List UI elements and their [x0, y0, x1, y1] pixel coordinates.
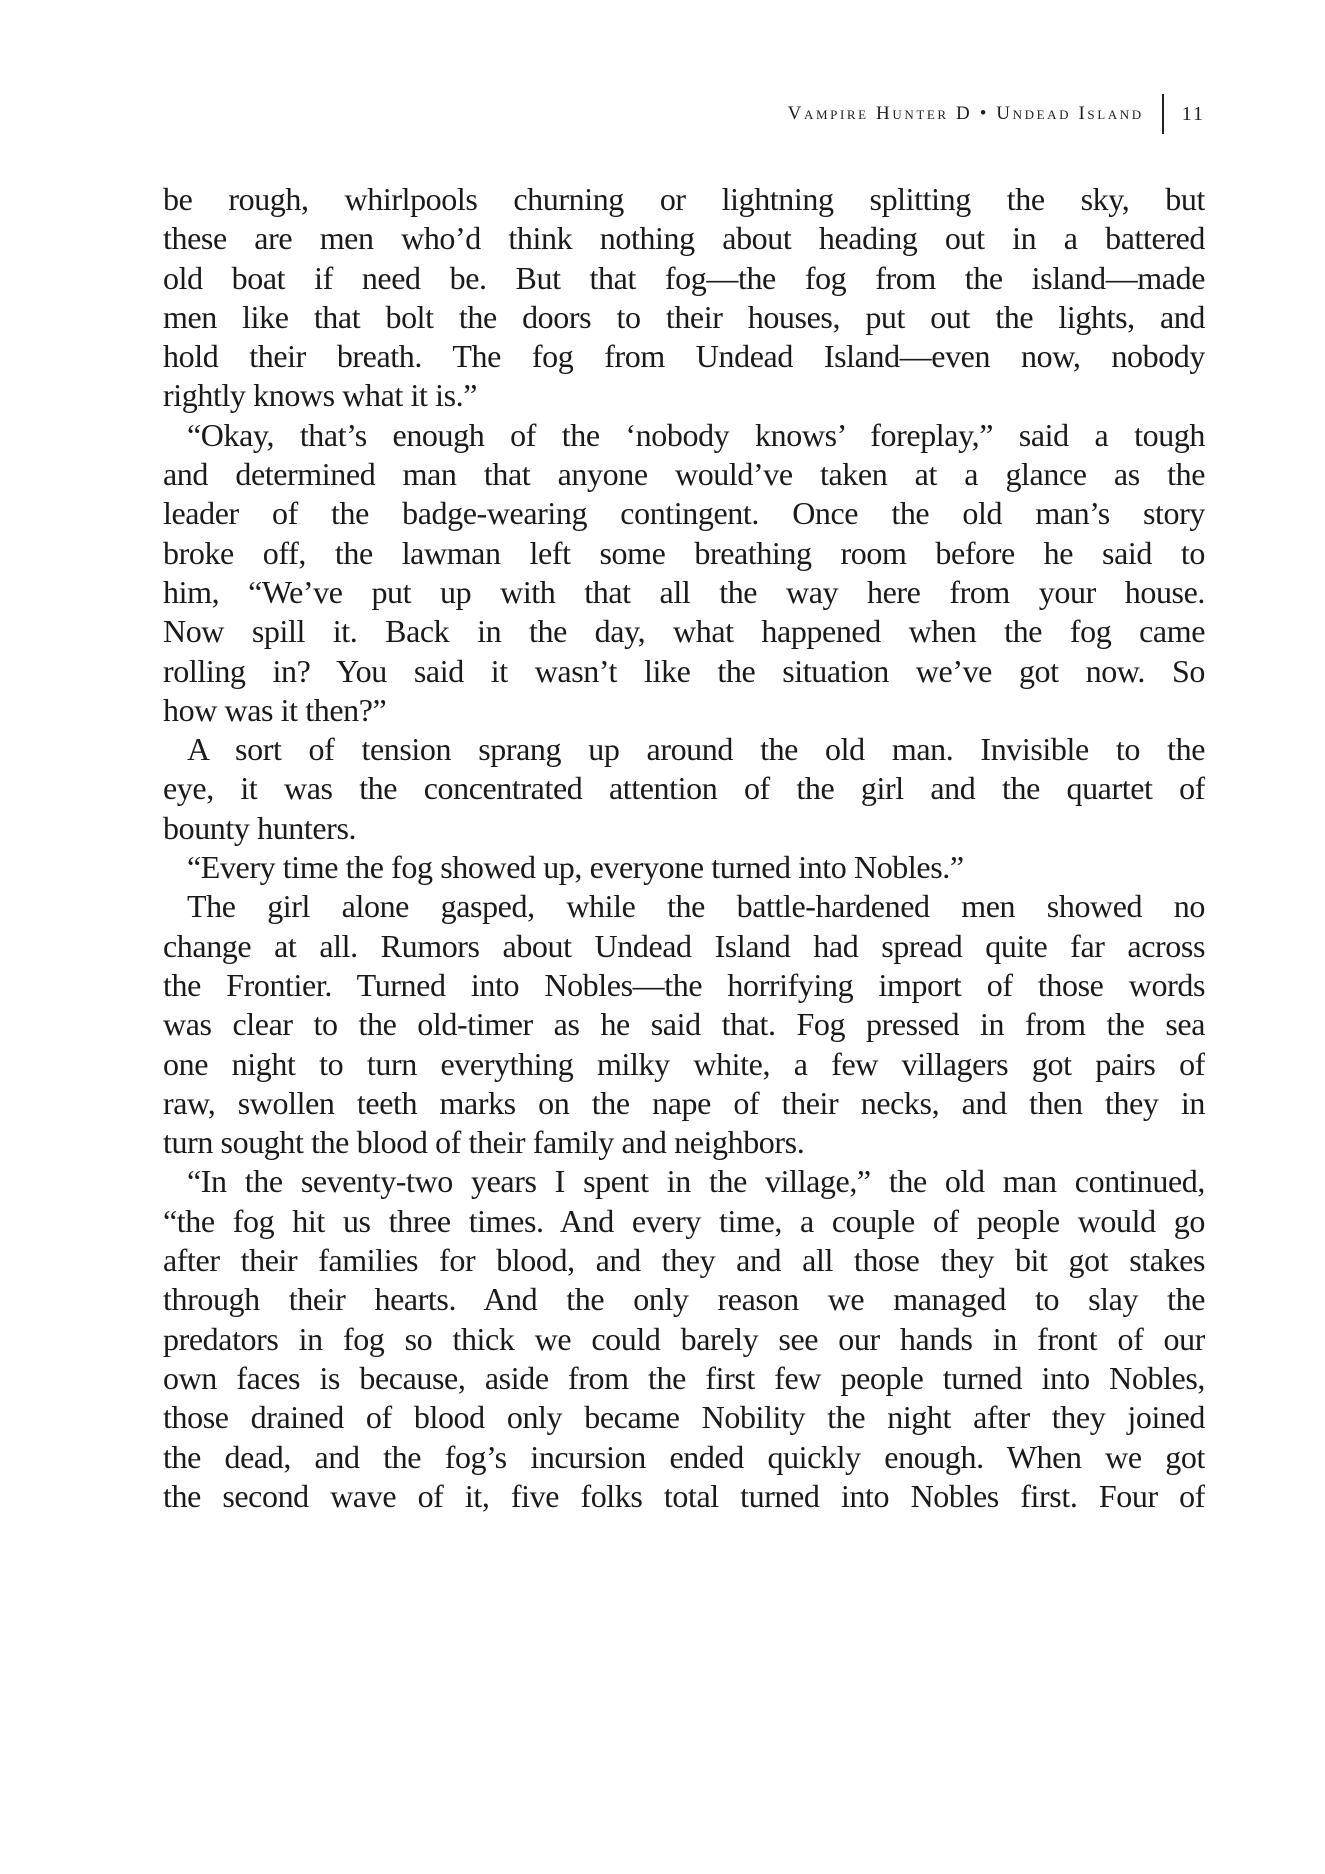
paragraph-first-line: “Okay, that’s enough of the ‘nobody knows’ foreplay,” said a tough [187, 416, 1205, 453]
page-number: 11 [1181, 102, 1205, 125]
text-line: was clear to the old-timer as he said that. Fog pressed in from the sea [163, 1006, 1205, 1043]
text-line: the dead, and the fog’s incursion ended quickly enough. When we got [163, 1438, 1205, 1475]
text-line: leader of the badge-wearing contingent. Once the old man’s story [163, 495, 1205, 532]
text-line: hold their breath. The fog from Undead Island—even now, nobody [163, 338, 1205, 375]
text-line: old boat if need be. But that fog—the fog from the island—made [163, 259, 1205, 296]
text-line: raw, swollen teeth marks on the nape of their necks, and then they in [163, 1084, 1205, 1121]
text-line: “the fog hit us three times. And every time, a couple of people would go [163, 1202, 1205, 1239]
paragraph-first-line: “In the seventy-two years I spent in the village,” the old man continued, [187, 1163, 1205, 1200]
text-line: Now spill it. Back in the day, what happened when the fog came [163, 613, 1205, 650]
text-line: predators in fog so thick we could barely see our hands in front of our [163, 1320, 1205, 1357]
text-line: the second wave of it, five folks total turned into Nobles first. Four of [163, 1477, 1205, 1514]
text-line: how was it then?” [163, 691, 387, 728]
text-line: men like that bolt the doors to their houses, put out the lights, and [163, 298, 1205, 335]
text-line: the Frontier. Turned into Nobles—the horrifying import of those words [163, 966, 1205, 1003]
text-line: one night to turn everything milky white, a few villagers got pairs of [163, 1045, 1205, 1082]
text-line: after their families for blood, and they and all those they bit got stakes [163, 1242, 1205, 1279]
text-line: through their hearts. And the only reason we managed to slay the [163, 1281, 1205, 1318]
paragraph-first-line: “Every time the fog showed up, everyone turned into Nobles.” [187, 849, 964, 886]
text-line: eye, it was the concentrated attention of the girl and the quartet of [163, 770, 1205, 807]
text-line: bounty hunters. [163, 809, 357, 846]
text-line: him, “We’ve put up with that all the way here from your house. [163, 573, 1205, 610]
paragraph-first-line: A sort of tension sprang up around the old man. Invisible to the [187, 731, 1205, 768]
text-line: these are men who’d think nothing about heading out in a battered [163, 220, 1205, 257]
text-line: own faces is because, aside from the first few people turned into Nobles, [163, 1359, 1205, 1396]
text-line: rolling in? You said it wasn’t like the situation we’ve got now. So [163, 652, 1205, 689]
body-text [163, 180, 1205, 1516]
text-line: rightly knows what it is.” [163, 377, 478, 414]
text-line: those drained of blood only became Nobility the night after they joined [163, 1399, 1205, 1436]
text-line: turn sought the blood of their family and neighbors. [163, 1124, 805, 1161]
paragraph-first-line: The girl alone gasped, while the battle-hardened men showed no [187, 888, 1205, 925]
text-line: be rough, whirlpools churning or lightning splitting the sky, but [163, 181, 1205, 217]
text-line: and determined man that anyone would’ve taken at a glance as the [163, 456, 1205, 493]
text-line: broke off, the lawman left some breathing room before he said to [163, 534, 1205, 571]
running-head-title: Vampire Hunter D • Undead Island [787, 103, 1144, 124]
running-head [788, 94, 1205, 134]
text-line: change at all. Rumors about Undead Island had spread quite far across [163, 927, 1205, 964]
